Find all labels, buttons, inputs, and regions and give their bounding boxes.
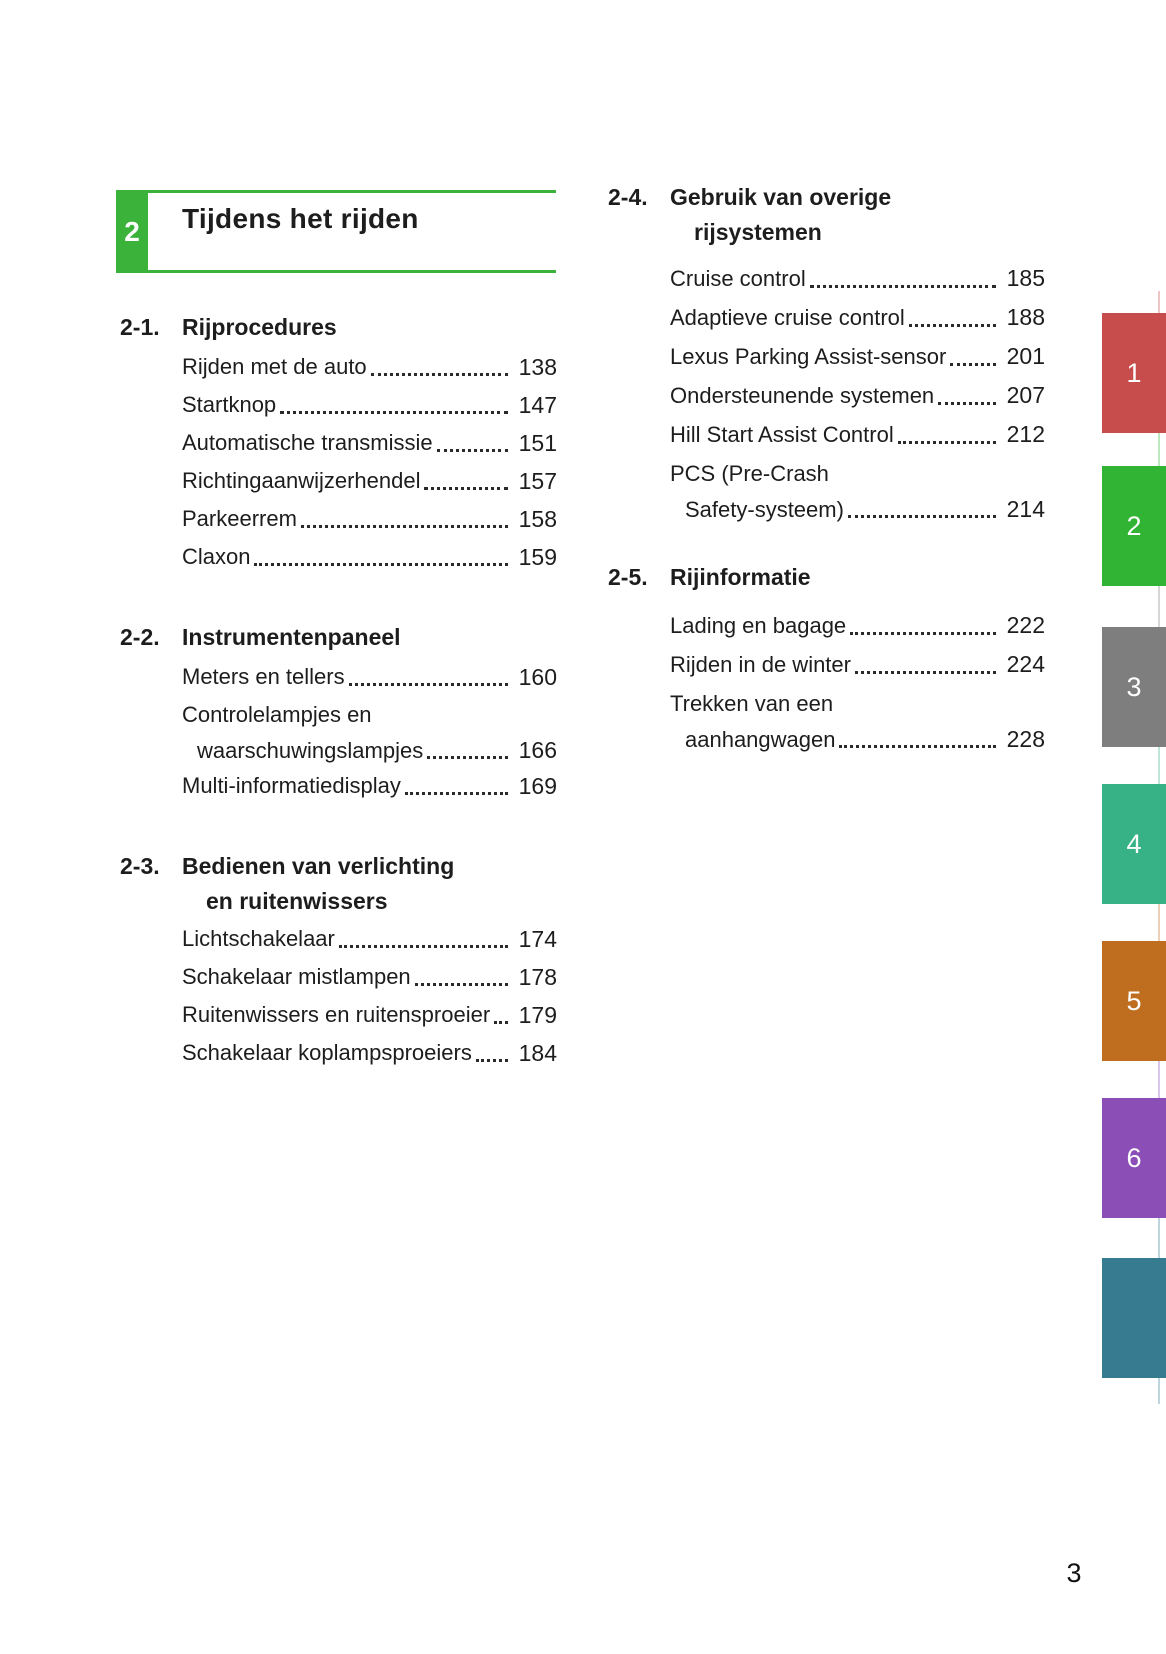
section-number: 2-2. bbox=[120, 624, 160, 650]
toc-entry-page: 228 bbox=[1006, 726, 1045, 752]
page-edge-line bbox=[1158, 291, 1160, 313]
section-title-line: Rijinformatie bbox=[670, 564, 811, 590]
toc-entry-page: 159 bbox=[518, 544, 557, 570]
section-entries bbox=[608, 259, 1045, 526]
toc-entry-row bbox=[182, 538, 557, 576]
toc-section bbox=[120, 618, 557, 805]
toc-entry-label: Rijden met de auto bbox=[182, 354, 367, 379]
dot-leader bbox=[810, 285, 996, 288]
toc-entry-label: Rijden in de winter bbox=[670, 652, 851, 677]
side-tab-label: 1 bbox=[1126, 357, 1142, 388]
chapter-number: 2 bbox=[124, 216, 140, 247]
dot-leader bbox=[950, 363, 996, 366]
chapter-title: Tijdens het rijden bbox=[182, 203, 419, 234]
page-edge-line bbox=[1158, 1378, 1160, 1404]
toc-entry[interactable] bbox=[182, 767, 557, 805]
toc-entry[interactable] bbox=[670, 606, 1045, 645]
toc-entry-label: Adaptieve cruise control bbox=[670, 305, 905, 330]
dot-leader bbox=[415, 983, 508, 986]
toc-entry[interactable] bbox=[182, 386, 557, 424]
toc-entry-label: Lexus Parking Assist-sensor bbox=[670, 344, 947, 369]
dot-leader bbox=[898, 441, 996, 444]
section-entries bbox=[608, 606, 1045, 756]
toc-entry-page: 212 bbox=[1006, 421, 1045, 447]
section-number: 2-1. bbox=[120, 314, 160, 340]
toc-entry-page: 184 bbox=[518, 1040, 557, 1066]
page-number: 3 bbox=[1066, 1558, 1082, 1588]
toc-entry[interactable] bbox=[670, 376, 1045, 415]
toc-entry-page: 222 bbox=[1006, 612, 1045, 638]
section-heading bbox=[120, 308, 557, 346]
toc-entry-label: Safety-systeem) bbox=[685, 497, 844, 522]
toc-entry[interactable] bbox=[670, 259, 1045, 298]
toc-entry-label: Controlelampjes en bbox=[182, 702, 372, 727]
section-title bbox=[182, 618, 557, 656]
toc-entry-row bbox=[182, 996, 557, 1034]
toc-section bbox=[120, 847, 557, 1072]
toc-entry[interactable] bbox=[182, 538, 557, 576]
toc-entry[interactable] bbox=[182, 462, 557, 500]
section-title bbox=[182, 847, 557, 918]
toc-entry[interactable] bbox=[182, 1034, 557, 1072]
section-title-line: Gebruik van overige bbox=[670, 184, 892, 210]
toc-entry[interactable] bbox=[182, 424, 557, 462]
section-entries bbox=[120, 658, 557, 805]
toc-entry-label: Ondersteunende systemen bbox=[670, 383, 935, 408]
section-heading bbox=[608, 558, 1045, 596]
toc-section bbox=[120, 308, 557, 576]
section-heading bbox=[608, 178, 1045, 249]
toc-entry-page: 188 bbox=[1006, 304, 1045, 330]
toc-entry[interactable] bbox=[670, 415, 1045, 454]
toc-entry[interactable] bbox=[670, 645, 1045, 684]
toc-entry-label: Startknop bbox=[182, 392, 277, 417]
section-entries bbox=[120, 348, 557, 576]
section-title bbox=[182, 308, 557, 346]
toc-entry[interactable] bbox=[182, 996, 557, 1034]
toc-entry[interactable] bbox=[670, 684, 1045, 756]
toc-entry-row bbox=[182, 734, 557, 767]
toc-entry-label: Meters en tellers bbox=[182, 664, 345, 689]
toc-entry-row bbox=[670, 376, 1045, 415]
dot-leader bbox=[349, 683, 508, 686]
header-rule-top bbox=[116, 190, 556, 193]
section-heading bbox=[120, 847, 557, 918]
side-tab-1[interactable] bbox=[1102, 313, 1166, 433]
dot-leader bbox=[839, 745, 996, 748]
toc-entry-row bbox=[182, 500, 557, 538]
toc-entry-row bbox=[670, 298, 1045, 337]
header-rule-bottom bbox=[116, 270, 556, 273]
section-title-line: Instrumentenpaneel bbox=[182, 624, 401, 650]
section-number: 2-5. bbox=[608, 564, 648, 590]
chapter-number-box bbox=[116, 192, 148, 272]
toc-entry-label: Cruise control bbox=[670, 266, 806, 291]
toc-entry-row bbox=[670, 645, 1045, 684]
side-tab-label: 2 bbox=[1126, 510, 1142, 541]
toc-column-right bbox=[608, 178, 1045, 756]
section-heading bbox=[120, 618, 557, 656]
side-tab-label: 5 bbox=[1126, 985, 1142, 1016]
toc-section bbox=[608, 558, 1045, 756]
toc-entry-label: waarschuwingslampjes bbox=[197, 738, 424, 763]
toc-entry-row bbox=[182, 348, 557, 386]
page-edge-line bbox=[1158, 747, 1160, 784]
toc-entry[interactable] bbox=[182, 958, 557, 996]
toc-entry[interactable] bbox=[670, 298, 1045, 337]
dot-leader bbox=[909, 324, 996, 327]
toc-entry-label: Hill Start Assist Control bbox=[670, 422, 894, 447]
toc-entry-page: 214 bbox=[1006, 496, 1045, 522]
page-edge-line bbox=[1158, 1218, 1160, 1258]
section-entries bbox=[120, 920, 557, 1072]
dot-leader bbox=[494, 1021, 508, 1024]
toc-entry-page: 157 bbox=[518, 468, 557, 494]
toc-entry[interactable] bbox=[182, 500, 557, 538]
toc-entry-row bbox=[670, 606, 1045, 645]
toc-entry-page: 185 bbox=[1006, 265, 1045, 291]
toc-entry-page: 169 bbox=[518, 773, 557, 799]
toc-entry-page: 166 bbox=[518, 737, 557, 763]
toc-entry[interactable] bbox=[182, 348, 557, 386]
toc-entry-label: Multi-informatiedisplay bbox=[182, 773, 401, 798]
toc-entry-row bbox=[182, 462, 557, 500]
toc-entry-row bbox=[670, 723, 1045, 756]
toc-entry-row bbox=[670, 337, 1045, 376]
side-tab-label: 6 bbox=[1126, 1142, 1142, 1173]
dot-leader bbox=[280, 411, 508, 414]
section-title bbox=[670, 558, 1045, 596]
toc-section bbox=[608, 178, 1045, 526]
toc-entry-page: 201 bbox=[1006, 343, 1045, 369]
toc-entry-label: Automatische transmissie bbox=[182, 430, 433, 455]
toc-entry-page: 224 bbox=[1006, 651, 1045, 677]
dot-leader bbox=[850, 632, 996, 635]
toc-entry-row bbox=[182, 958, 557, 996]
dot-leader bbox=[405, 792, 508, 795]
side-tab-label: 3 bbox=[1126, 671, 1142, 702]
dot-leader bbox=[339, 945, 508, 948]
dot-leader bbox=[855, 671, 996, 674]
section-number: 2-4. bbox=[608, 184, 648, 210]
toc-entry-page: 151 bbox=[518, 430, 557, 456]
toc-entry-row bbox=[182, 767, 557, 805]
side-tab-2[interactable] bbox=[1102, 466, 1166, 586]
toc-entry-row bbox=[182, 658, 557, 696]
toc-entry-row bbox=[670, 415, 1045, 454]
toc-entry[interactable] bbox=[182, 658, 557, 696]
page-edge-line bbox=[1158, 586, 1160, 627]
toc-entry-label: Lichtschakelaar bbox=[182, 926, 335, 951]
dot-leader bbox=[254, 563, 508, 566]
toc-entry-label: Parkeerrem bbox=[182, 506, 297, 531]
dot-leader bbox=[427, 756, 508, 759]
toc-entry-page: 174 bbox=[518, 926, 557, 952]
side-tab-3[interactable] bbox=[1102, 627, 1166, 747]
section-title bbox=[670, 178, 1045, 249]
toc-entry-row bbox=[182, 1034, 557, 1072]
dot-leader bbox=[437, 449, 508, 452]
side-tab-blank[interactable] bbox=[1102, 1258, 1166, 1378]
toc-entry-row bbox=[670, 259, 1045, 298]
toc-column-left bbox=[120, 308, 557, 1072]
toc-entry[interactable] bbox=[182, 696, 557, 767]
toc-entry-page: 207 bbox=[1006, 382, 1045, 408]
toc-entry-page: 160 bbox=[518, 664, 557, 690]
dot-leader bbox=[848, 515, 996, 518]
toc-entry-page: 179 bbox=[518, 1002, 557, 1028]
page-edge-line bbox=[1158, 433, 1160, 466]
toc-entry-page: 138 bbox=[518, 354, 557, 380]
toc-entry-row bbox=[182, 386, 557, 424]
side-tab-4[interactable] bbox=[1102, 784, 1166, 904]
toc-entry-page: 178 bbox=[518, 964, 557, 990]
toc-entry-label: Schakelaar mistlampen bbox=[182, 964, 411, 989]
dot-leader bbox=[301, 525, 508, 528]
section-number: 2-3. bbox=[120, 853, 160, 879]
toc-entry[interactable] bbox=[670, 337, 1045, 376]
toc-entry[interactable] bbox=[670, 454, 1045, 526]
toc-entry-row bbox=[182, 424, 557, 462]
page-edge-line bbox=[1158, 904, 1160, 941]
dot-leader bbox=[424, 487, 508, 490]
dot-leader bbox=[371, 373, 508, 376]
toc-entry-label: Lading en bagage bbox=[670, 613, 847, 638]
section-title-line: Bedienen van verlichting bbox=[182, 853, 455, 879]
section-title-line: rijsystemen bbox=[694, 219, 822, 245]
dot-leader bbox=[938, 402, 996, 405]
dot-leader bbox=[476, 1059, 508, 1062]
toc-entry-label: Schakelaar koplampsproeiers bbox=[182, 1040, 472, 1065]
toc-entry-label: Trekken van een bbox=[670, 691, 834, 716]
toc-entry-label: aanhangwagen bbox=[685, 727, 836, 752]
toc-entry-page: 147 bbox=[518, 392, 557, 418]
section-title-line: Rijprocedures bbox=[182, 314, 337, 340]
toc-entry-label: Ruitenwissers en ruitensproeier bbox=[182, 1002, 491, 1027]
toc-entry-row bbox=[182, 920, 557, 958]
toc-entry-label: PCS (Pre-Crash bbox=[670, 461, 829, 486]
side-tab-5[interactable] bbox=[1102, 941, 1166, 1061]
toc-entry-label: Claxon bbox=[182, 544, 251, 569]
side-tab-6[interactable] bbox=[1102, 1098, 1166, 1218]
toc-entry-row bbox=[670, 493, 1045, 526]
side-tab-label: 4 bbox=[1126, 828, 1142, 859]
section-title-line: en ruitenwissers bbox=[206, 888, 388, 914]
toc-entry-page: 158 bbox=[518, 506, 557, 532]
page-edge-line bbox=[1158, 1061, 1160, 1098]
toc-entry[interactable] bbox=[182, 920, 557, 958]
toc-entry-label: Richtingaanwijzerhendel bbox=[182, 468, 421, 493]
